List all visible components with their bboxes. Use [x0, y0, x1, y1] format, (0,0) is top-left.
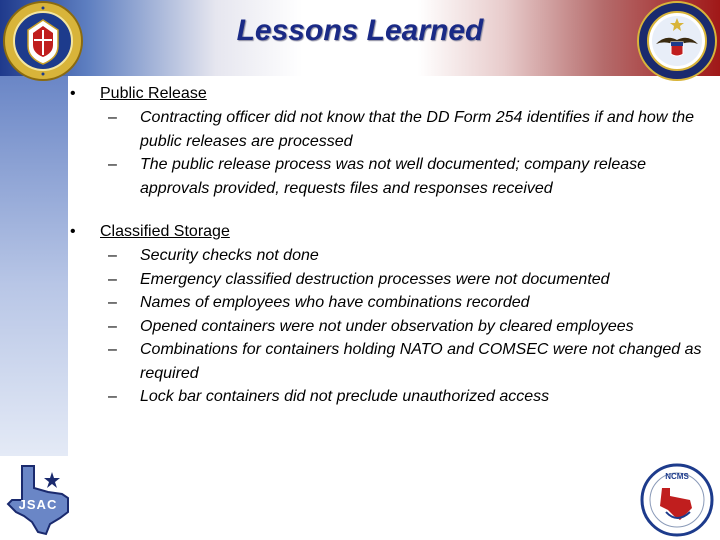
dash-icon: –	[108, 247, 117, 264]
sub-bullet-item	[108, 385, 708, 409]
bullet-item-classified-storage	[68, 220, 708, 409]
ncms-logo-icon	[636, 462, 718, 538]
svg-text:NCMS: NCMS	[665, 472, 689, 481]
dash-icon: –	[108, 270, 117, 288]
bullet-icon: •	[70, 223, 76, 240]
sub-bullet-item	[108, 315, 708, 339]
sub-bullet-item	[108, 106, 708, 153]
sub-bullet-item	[108, 338, 708, 385]
slide-content	[68, 82, 708, 429]
sub-bullet-list	[100, 106, 708, 200]
bullet-title: Classified Storage	[100, 223, 230, 240]
slide-title: Lessons Learned	[236, 14, 484, 47]
bullet-title: Public Release	[100, 85, 207, 102]
sub-bullet-list	[100, 244, 708, 409]
dash-icon: –	[108, 109, 117, 126]
sub-bullet-item	[108, 153, 708, 200]
sub-bullet-text: Names of employees who have combinations recorded	[140, 294, 530, 311]
dash-icon: –	[108, 156, 117, 173]
svg-text:JSAC: JSAC	[18, 497, 58, 512]
dash-icon: –	[108, 341, 117, 358]
bullet-icon: •	[70, 85, 76, 102]
sub-bullet-text: The public release process was not well documented; company release approvals provided, requests files and responses received	[140, 156, 647, 197]
sub-bullet-text: Contracting officer did not know that the DD Form 254 identifies if and how the public releases are processed	[140, 109, 695, 150]
sub-bullet-item	[108, 268, 708, 292]
sub-bullet-text: Emergency classified destruction processes were not documented	[140, 270, 610, 288]
sub-bullet-item	[108, 244, 708, 268]
dash-icon: –	[108, 294, 117, 311]
sub-bullet-item	[108, 291, 708, 315]
jsac-texas-logo-icon	[2, 462, 74, 538]
sub-bullet-text: Security checks not done	[140, 247, 319, 264]
bullet-item-public-release	[68, 82, 708, 200]
dash-icon: –	[108, 317, 117, 335]
sub-bullet-text: Lock bar containers did not preclude unauthorized access	[140, 388, 550, 405]
sub-bullet-text: Combinations for containers holding NATO and COMSEC were not changed as required	[140, 341, 702, 382]
left-decorative-strip	[0, 76, 68, 456]
sub-bullet-text: Opened containers were not under observation by cleared employees	[140, 317, 634, 335]
dash-icon: –	[108, 388, 117, 405]
